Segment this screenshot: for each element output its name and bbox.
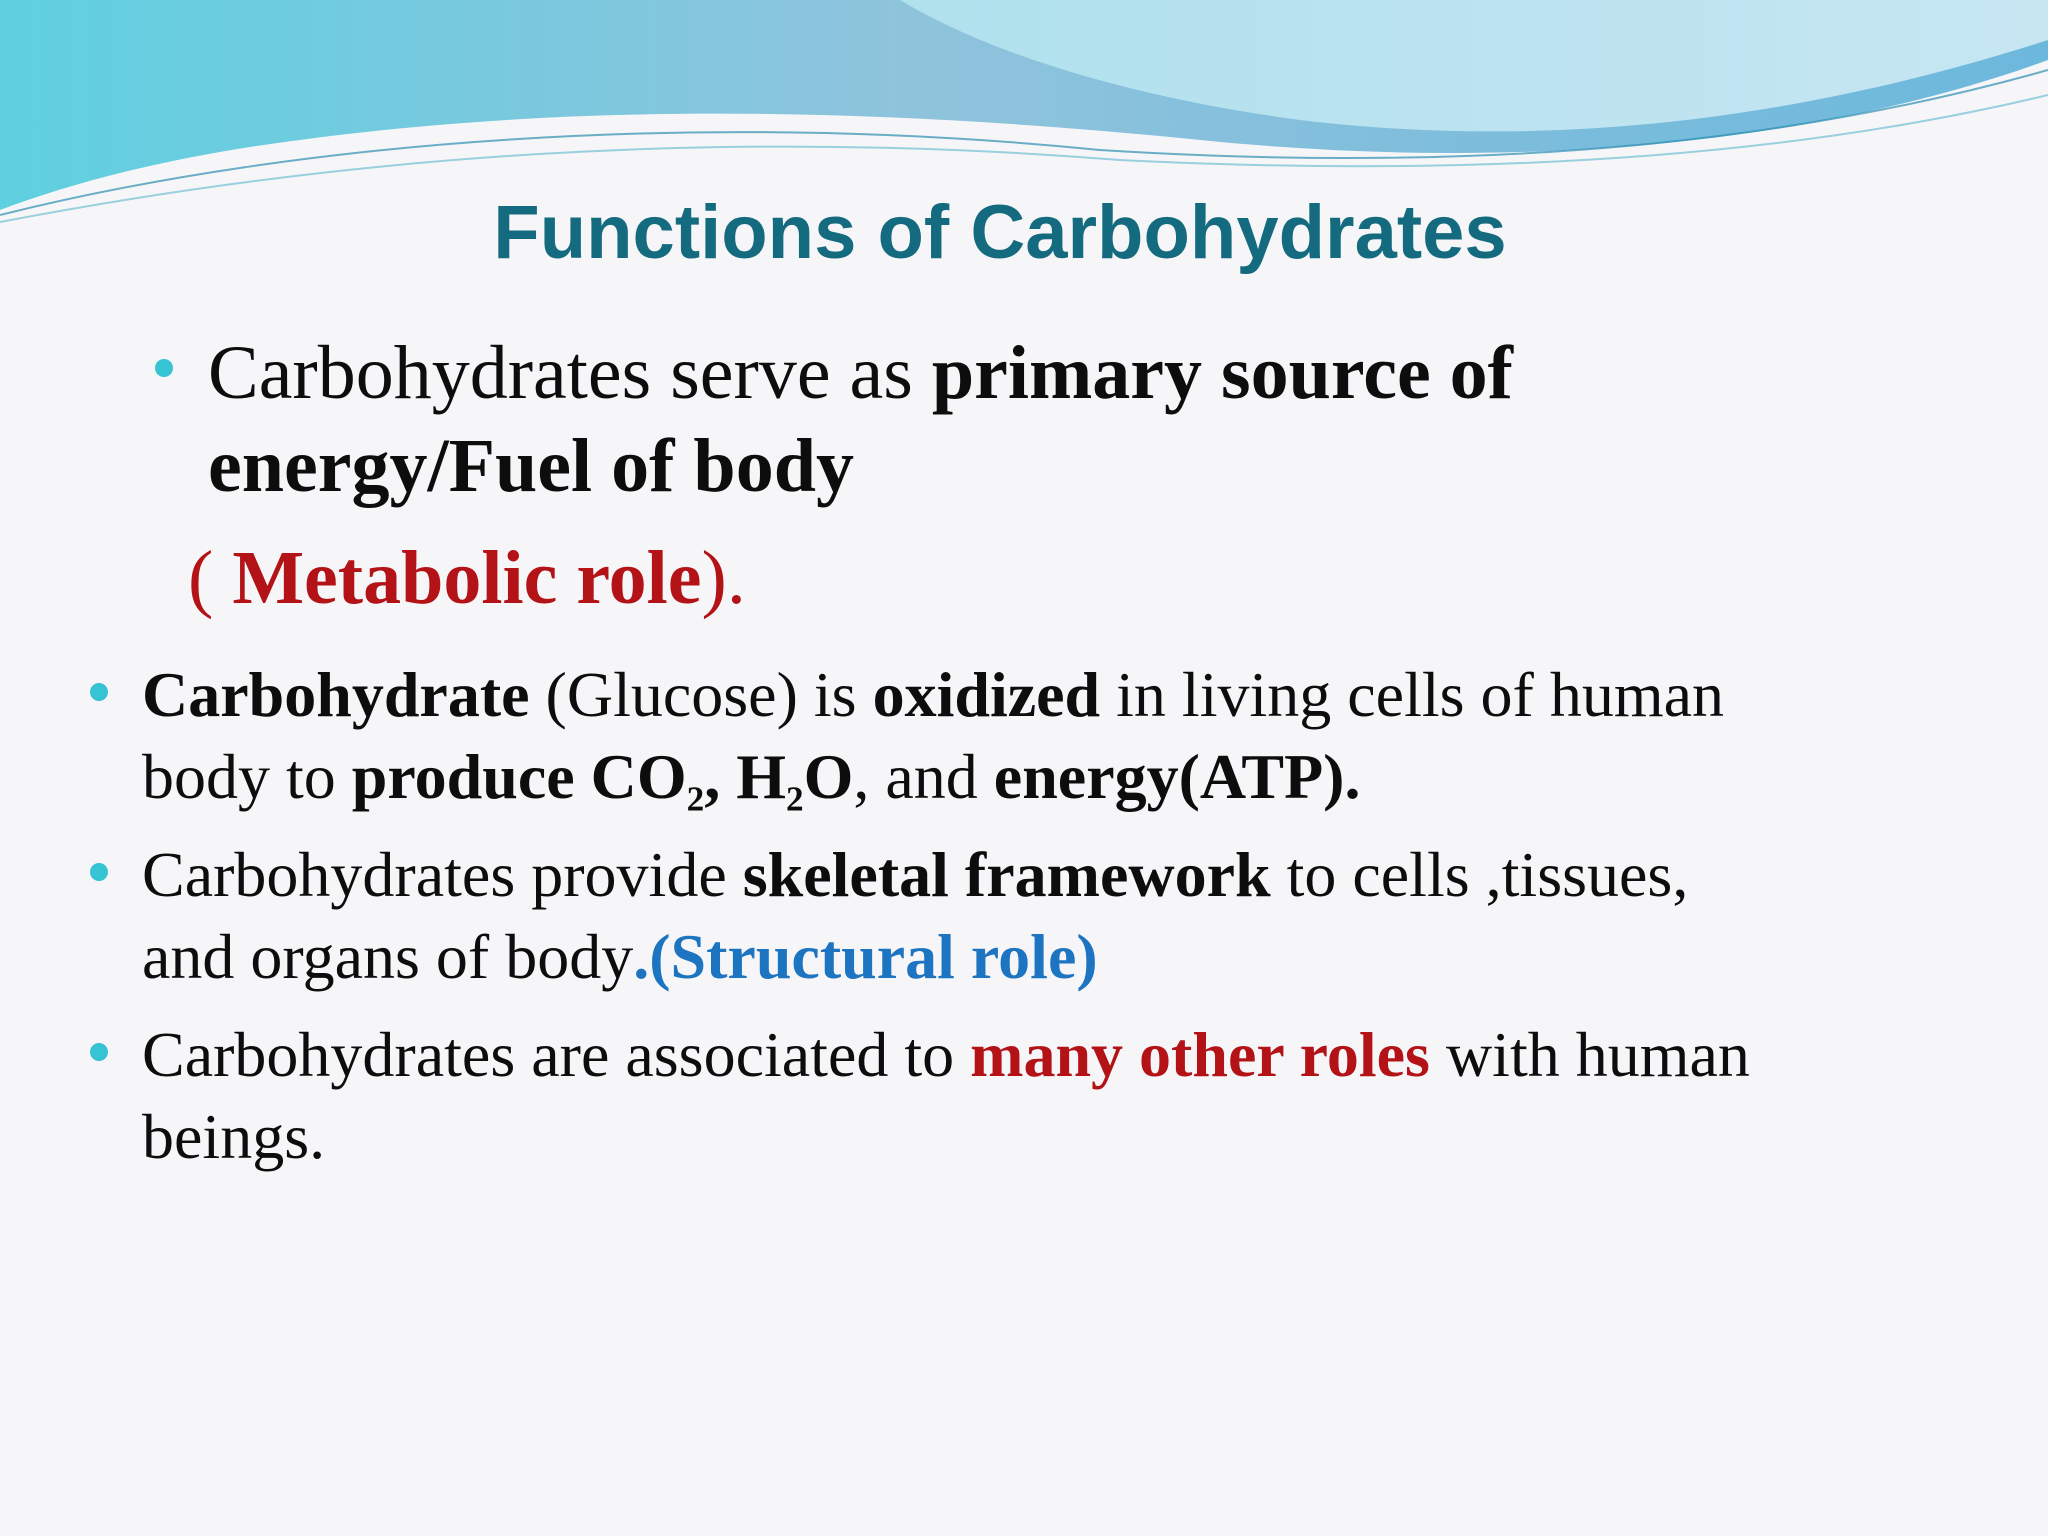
bullet-emphasis: skeletal framework — [742, 839, 1271, 910]
bullet-line — [208, 424, 854, 508]
bullet-dot-icon — [90, 683, 108, 701]
paren-close: ). — [701, 536, 746, 620]
bullet-text: with human — [1429, 1019, 1750, 1090]
bullet-emphasis: O — [803, 741, 854, 812]
subscript: 2 — [686, 779, 705, 819]
bullet-emphasis: energy/Fuel of body — [208, 424, 854, 508]
bullet-text: to cells ,tissues, — [1270, 839, 1689, 910]
bullet-emphasis: , H — [704, 741, 786, 812]
bullet-text: in living cells of human — [1100, 659, 1725, 730]
bullet-text: body to — [142, 741, 352, 812]
bullet-dot-icon — [90, 863, 108, 881]
bullet-text: , and — [853, 741, 994, 812]
paren-open: ( — [188, 536, 233, 620]
bullet-text: Carbohydrates serve as — [208, 331, 932, 415]
bullet-dot-icon — [90, 1043, 108, 1061]
bullet-emphasis: energy(ATP). — [993, 741, 1361, 812]
metabolic-role-note — [188, 536, 746, 620]
bullet-emphasis: produce CO — [351, 741, 687, 812]
bullet-line — [142, 1019, 1750, 1090]
bullet-line — [142, 1101, 326, 1172]
bullet-text: (Glucose) is — [529, 659, 873, 730]
bullet-text: Carbohydrates are associated to — [142, 1019, 971, 1090]
bullet-dot-icon — [155, 359, 173, 377]
bullet-text: and organs of body — [142, 921, 634, 992]
bullet-line — [142, 839, 1689, 910]
other-roles-label: many other roles — [970, 1019, 1430, 1090]
bullet-line — [208, 331, 1513, 415]
bullet-emphasis: primary source of — [931, 331, 1513, 415]
bullet-emphasis: oxidized — [872, 659, 1101, 730]
structural-role-label: .(Structural role) — [633, 921, 1098, 992]
bullet-emphasis: Carbohydrate — [142, 659, 530, 730]
bullet-line — [142, 659, 1725, 730]
bullet-text: beings. — [142, 1101, 326, 1172]
bullet-text: Carbohydrates provide — [142, 839, 743, 910]
bullet-line — [142, 741, 1361, 819]
metabolic-role-label: Metabolic role — [232, 536, 702, 620]
bullet-line — [142, 921, 1098, 992]
subscript: 2 — [786, 779, 804, 819]
slide-title: Functions of Carbohydrates — [493, 190, 1507, 275]
